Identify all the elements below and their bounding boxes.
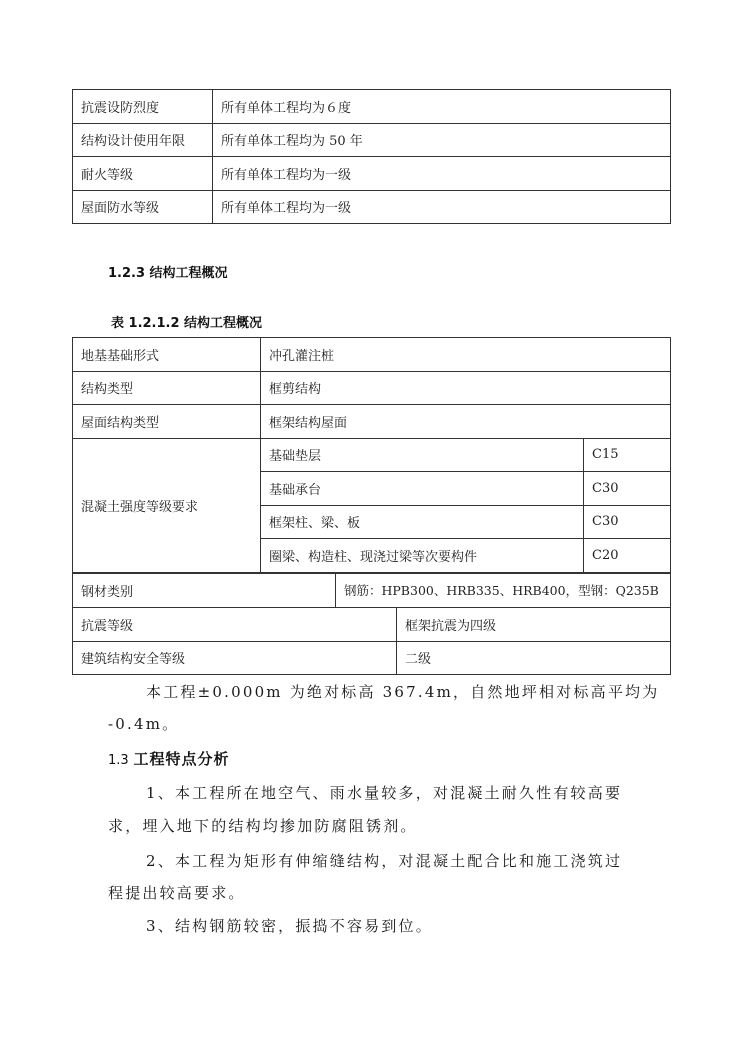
feature-1-line2: 求，埋入地下的结构均掺加防腐阻锈剂。 xyxy=(108,817,418,835)
feature-1-line1: 1、本工程所在地空气、雨水量较多，对混凝土耐久性有较高要 xyxy=(146,784,623,802)
table-row xyxy=(73,338,671,372)
general-info-table xyxy=(72,89,671,224)
table-row xyxy=(73,190,671,224)
table-row xyxy=(73,438,671,472)
row-label: 耐火等级 xyxy=(73,157,213,191)
concrete-part: 圈梁、构造柱、现浇过梁等次要构件 xyxy=(261,539,584,573)
table-row xyxy=(73,157,671,191)
concrete-grade: C15 xyxy=(584,438,671,472)
concrete-part: 基础垫层 xyxy=(261,438,584,472)
row-value: 冲孔灌注桩 xyxy=(261,338,671,372)
elevation-note-line2: -0.4m。 xyxy=(108,715,180,733)
row-label: 屋面结构类型 xyxy=(73,405,261,439)
row-label: 屋面防水等级 xyxy=(73,190,213,224)
grade-table xyxy=(72,607,671,675)
section-1-3-heading xyxy=(108,748,229,769)
steel-value: 钢筋：HPB300、HRB335、HRB400，型钢：Q235B xyxy=(336,574,671,608)
table-row xyxy=(73,371,671,405)
table-caption: 表 1.2.1.2 结构工程概况 xyxy=(111,316,263,331)
row-value: 框架抗震为四级 xyxy=(397,608,671,642)
concrete-grade: C30 xyxy=(584,505,671,539)
row-label: 建筑结构安全等级 xyxy=(73,641,397,675)
table-row xyxy=(73,405,671,439)
table-row xyxy=(73,641,671,675)
row-value: 所有单体工程均为一级 xyxy=(213,190,671,224)
concrete-label: 混凝土强度等级要求 xyxy=(73,438,261,572)
feature-2-line1: 2、本工程为矩形有伸缩缝结构，对混凝土配合比和施工浇筑过 xyxy=(146,852,623,870)
section-heading: 1.2.3 结构工程概况 xyxy=(108,266,228,281)
concrete-grade: C20 xyxy=(584,539,671,573)
elevation-note-line1: 本工程±0.000m 为绝对标高 367.4m，自然地坪相对标高平均为 xyxy=(146,683,660,701)
row-label: 结构设计使用年限 xyxy=(73,123,213,157)
section-title: 工程特点分析 xyxy=(133,750,230,768)
steel-table xyxy=(72,573,671,608)
concrete-part: 框架柱、梁、板 xyxy=(261,505,584,539)
concrete-part: 基础承台 xyxy=(261,472,584,506)
row-label: 地基基础形式 xyxy=(73,338,261,372)
row-value: 所有单体工程均为一级 xyxy=(213,157,671,191)
row-label: 抗震设防烈度 xyxy=(73,90,213,124)
concrete-grade: C30 xyxy=(584,472,671,506)
feature-2-line2: 程提出较高要求。 xyxy=(108,884,246,902)
steel-label: 钢材类别 xyxy=(73,574,336,608)
table-row xyxy=(73,608,671,642)
table-row xyxy=(73,90,671,124)
row-value: 框剪结构 xyxy=(261,371,671,405)
structure-table xyxy=(72,337,671,573)
row-value: 框架结构屋面 xyxy=(261,405,671,439)
row-value: 所有单体工程均为６度 xyxy=(213,90,671,124)
section-number: 1.3 xyxy=(108,753,129,768)
table-row xyxy=(73,123,671,157)
row-label: 结构类型 xyxy=(73,371,261,405)
row-label: 抗震等级 xyxy=(73,608,397,642)
feature-3-line1: 3、结构钢筋较密，振捣不容易到位。 xyxy=(146,917,433,935)
row-value: 二级 xyxy=(397,641,671,675)
table-row xyxy=(73,574,671,608)
row-value: 所有单体工程均为 50 年 xyxy=(213,123,671,157)
